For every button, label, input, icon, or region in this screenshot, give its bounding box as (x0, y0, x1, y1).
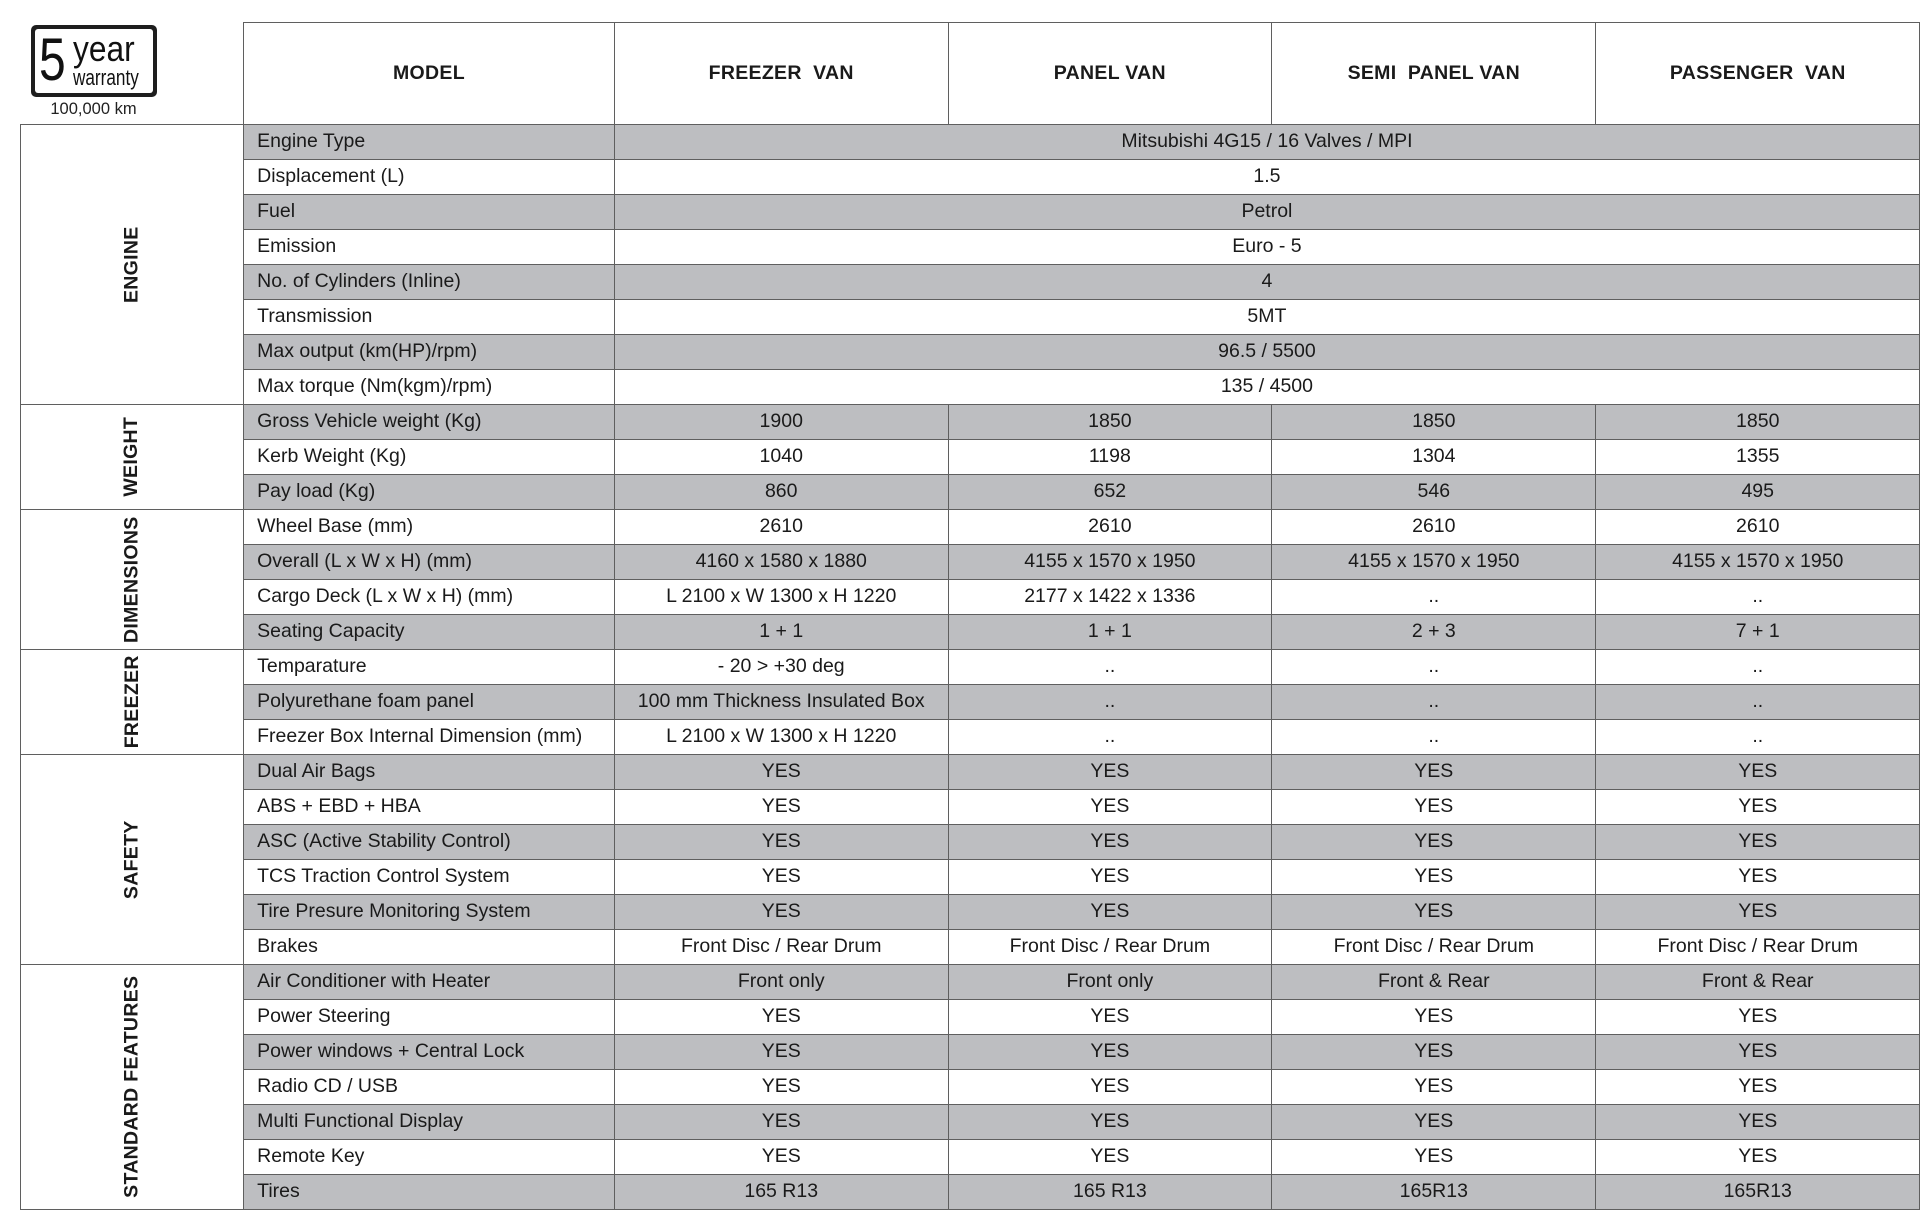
table-row (21, 230, 1920, 265)
section-label: SAFETY (120, 820, 143, 899)
header-row (21, 23, 1920, 125)
spec-value-panel-van: 2610 (948, 510, 1271, 545)
spec-label: Multi Functional Display (244, 1105, 615, 1140)
spec-label: Tires (244, 1175, 615, 1210)
spec-label: Cargo Deck (L x W x H) (mm) (244, 580, 615, 615)
spec-value-freezer-van: 1 + 1 (614, 615, 948, 650)
spec-value-freezer-van: - 20 > +30 deg (614, 650, 948, 685)
header-model: MODEL (244, 23, 615, 125)
spec-value-semi-panel-van: YES (1272, 1000, 1596, 1035)
spec-value-semi-panel-van: 4155 x 1570 x 1950 (1272, 545, 1596, 580)
spec-table (20, 22, 1920, 1210)
spec-value-freezer-van: YES (614, 1070, 948, 1105)
spec-value-freezer-van: YES (614, 790, 948, 825)
warranty-text: warranty (72, 64, 139, 90)
spec-label: Max torque (Nm(kgm)/rpm) (244, 370, 615, 405)
table-row (21, 860, 1920, 895)
spec-value-passenger-van: YES (1596, 1000, 1920, 1035)
spec-value-passenger-van: YES (1596, 1035, 1920, 1070)
spec-label: Remote Key (244, 1140, 615, 1175)
spec-value-passenger-van: Front Disc / Rear Drum (1596, 930, 1920, 965)
spec-label: Transmission (244, 300, 615, 335)
spec-value-panel-van: YES (948, 860, 1271, 895)
spec-value-panel-van: 4155 x 1570 x 1950 (948, 545, 1271, 580)
spec-value-semi-panel-van: YES (1272, 1105, 1596, 1140)
table-row (21, 895, 1920, 930)
spec-label: Displacement (L) (244, 160, 615, 195)
spec-value-panel-van: 652 (948, 475, 1271, 510)
table-row (21, 370, 1920, 405)
spec-label: Polyurethane foam panel (244, 685, 615, 720)
spec-label: Fuel (244, 195, 615, 230)
table-row (21, 440, 1920, 475)
spec-value-freezer-van: YES (614, 1140, 948, 1175)
section-standard-features (21, 965, 244, 1210)
section-engine (21, 125, 244, 405)
spec-value-semi-panel-van: YES (1272, 1140, 1596, 1175)
section-label: FREEZER (120, 655, 143, 749)
spec-value-panel-van: YES (948, 1140, 1271, 1175)
spec-value-freezer-van: 165 R13 (614, 1175, 948, 1210)
spec-label: Max output (km(HP)/rpm) (244, 335, 615, 370)
spec-value-panel-van: Front Disc / Rear Drum (948, 930, 1271, 965)
spec-value-passenger-van: YES (1596, 825, 1920, 860)
spec-value-semi-panel-van: YES (1272, 755, 1596, 790)
spec-label: Overall (L x W x H) (mm) (244, 545, 615, 580)
table-row (21, 300, 1920, 335)
spec-label: Tire Presure Monitoring System (244, 895, 615, 930)
spec-value-passenger-van: YES (1596, 1140, 1920, 1175)
spec-value-panel-van: YES (948, 825, 1271, 860)
spec-value-panel-van: 1850 (948, 405, 1271, 440)
spec-value-passenger-van: YES (1596, 895, 1920, 930)
spec-value-passenger-van: YES (1596, 790, 1920, 825)
spec-label: Wheel Base (mm) (244, 510, 615, 545)
spec-value-all-models: 4 (614, 265, 1919, 300)
warranty-logo (21, 23, 244, 125)
spec-value-semi-panel-van: 546 (1272, 475, 1596, 510)
spec-value-semi-panel-van: 2 + 3 (1272, 615, 1596, 650)
table-row (21, 335, 1920, 370)
header-semi-panel-van: SEMI PANEL VAN (1272, 23, 1596, 125)
spec-value-semi-panel-van: YES (1272, 860, 1596, 895)
spec-value-semi-panel-van: 1304 (1272, 440, 1596, 475)
spec-value-freezer-van: YES (614, 1105, 948, 1140)
table-row (21, 195, 1920, 230)
table-row (21, 1000, 1920, 1035)
header-passenger-van: PASSENGER VAN (1596, 23, 1920, 125)
spec-label: ABS + EBD + HBA (244, 790, 615, 825)
table-row (21, 405, 1920, 440)
table-row (21, 930, 1920, 965)
spec-value-panel-van: 165 R13 (948, 1175, 1271, 1210)
spec-value-semi-panel-van: 2610 (1272, 510, 1596, 545)
spec-value-passenger-van: .. (1596, 685, 1920, 720)
table-row (21, 720, 1920, 755)
spec-value-semi-panel-van: 165R13 (1272, 1175, 1596, 1210)
spec-label: Freezer Box Internal Dimension (mm) (244, 720, 615, 755)
table-row (21, 545, 1920, 580)
spec-label: Temparature (244, 650, 615, 685)
spec-value-semi-panel-van: .. (1272, 685, 1596, 720)
spec-value-semi-panel-van: 1850 (1272, 405, 1596, 440)
spec-value-semi-panel-van: Front Disc / Rear Drum (1272, 930, 1596, 965)
spec-value-panel-van: YES (948, 790, 1271, 825)
table-row (21, 790, 1920, 825)
spec-value-freezer-van: YES (614, 825, 948, 860)
spec-value-passenger-van: 495 (1596, 475, 1920, 510)
spec-value-passenger-van: Front & Rear (1596, 965, 1920, 1000)
spec-value-panel-van: .. (948, 650, 1271, 685)
spec-value-semi-panel-van: .. (1272, 580, 1596, 615)
table-row (21, 1035, 1920, 1070)
spec-value-passenger-van: .. (1596, 720, 1920, 755)
spec-value-freezer-van: YES (614, 1000, 948, 1035)
table-row (21, 580, 1920, 615)
spec-value-freezer-van: 1040 (614, 440, 948, 475)
table-row (21, 510, 1920, 545)
spec-label: Power windows + Central Lock (244, 1035, 615, 1070)
warranty-km: 100,000 km (50, 99, 137, 118)
section-dimensions (21, 510, 244, 650)
spec-value-panel-van: 2177 x 1422 x 1336 (948, 580, 1271, 615)
section-weight (21, 405, 244, 510)
spec-value-freezer-van: Front Disc / Rear Drum (614, 930, 948, 965)
table-row (21, 650, 1920, 685)
spec-value-freezer-van: YES (614, 1035, 948, 1070)
spec-value-panel-van: .. (948, 720, 1271, 755)
spec-label: Brakes (244, 930, 615, 965)
spec-label: ASC (Active Stability Control) (244, 825, 615, 860)
spec-value-all-models: 5MT (614, 300, 1919, 335)
spec-value-semi-panel-van: Front & Rear (1272, 965, 1596, 1000)
warranty-year-text: year (72, 28, 135, 69)
header-panel-van: PANEL VAN (948, 23, 1271, 125)
table-row (21, 825, 1920, 860)
spec-value-passenger-van: YES (1596, 755, 1920, 790)
spec-label: Emission (244, 230, 615, 265)
spec-value-freezer-van: 860 (614, 475, 948, 510)
section-label: ENGINE (120, 226, 143, 303)
spec-value-passenger-van: 7 + 1 (1596, 615, 1920, 650)
table-row (21, 1140, 1920, 1175)
warranty-badge (31, 25, 157, 97)
section-freezer (21, 650, 244, 755)
spec-value-semi-panel-van: YES (1272, 895, 1596, 930)
spec-label: Gross Vehicle weight (Kg) (244, 405, 615, 440)
spec-value-all-models: 1.5 (614, 160, 1919, 195)
spec-value-semi-panel-van: YES (1272, 1035, 1596, 1070)
spec-value-freezer-van: YES (614, 860, 948, 895)
spec-value-semi-panel-van: .. (1272, 720, 1596, 755)
spec-label: Air Conditioner with Heater (244, 965, 615, 1000)
section-label: STANDARD FEATURES (120, 975, 143, 1199)
spec-value-passenger-van: .. (1596, 580, 1920, 615)
spec-value-passenger-van: 4155 x 1570 x 1950 (1596, 545, 1920, 580)
table-row (21, 755, 1920, 790)
spec-value-passenger-van: 1850 (1596, 405, 1920, 440)
spec-value-passenger-van: YES (1596, 860, 1920, 895)
spec-value-semi-panel-van: YES (1272, 825, 1596, 860)
spec-value-freezer-van: 100 mm Thickness Insulated Box (614, 685, 948, 720)
spec-value-all-models: Petrol (614, 195, 1919, 230)
spec-value-panel-van: YES (948, 1000, 1271, 1035)
section-label: WEIGHT (120, 417, 143, 497)
spec-value-panel-van: Front only (948, 965, 1271, 1000)
spec-value-panel-van: 1198 (948, 440, 1271, 475)
warranty-number: 5 (38, 28, 66, 93)
spec-label: Power Steering (244, 1000, 615, 1035)
spec-value-panel-van: .. (948, 685, 1271, 720)
table-row (21, 160, 1920, 195)
spec-value-freezer-van: YES (614, 895, 948, 930)
spec-value-all-models: Euro - 5 (614, 230, 1919, 265)
spec-value-passenger-van: .. (1596, 650, 1920, 685)
table-row (21, 265, 1920, 300)
table-row (21, 615, 1920, 650)
spec-value-freezer-van: L 2100 x W 1300 x H 1220 (614, 580, 948, 615)
spec-value-passenger-van: 2610 (1596, 510, 1920, 545)
spec-label: Dual Air Bags (244, 755, 615, 790)
spec-value-freezer-van: L 2100 x W 1300 x H 1220 (614, 720, 948, 755)
table-row (21, 685, 1920, 720)
table-row (21, 1070, 1920, 1105)
spec-value-passenger-van: YES (1596, 1105, 1920, 1140)
spec-label: Radio CD / USB (244, 1070, 615, 1105)
spec-label: No. of Cylinders (Inline) (244, 265, 615, 300)
table-row (21, 475, 1920, 510)
spec-value-panel-van: YES (948, 1070, 1271, 1105)
spec-label: Pay load (Kg) (244, 475, 615, 510)
section-safety (21, 755, 244, 965)
table-row (21, 1175, 1920, 1210)
spec-value-freezer-van: Front only (614, 965, 948, 1000)
table-row (21, 125, 1920, 160)
spec-value-panel-van: YES (948, 1105, 1271, 1140)
section-label: DIMENSIONS (120, 516, 143, 643)
spec-label: TCS Traction Control System (244, 860, 615, 895)
spec-value-panel-van: YES (948, 755, 1271, 790)
table-row (21, 965, 1920, 1000)
spec-value-freezer-van: 1900 (614, 405, 948, 440)
table-row (21, 1105, 1920, 1140)
spec-value-passenger-van: 165R13 (1596, 1175, 1920, 1210)
spec-value-passenger-van: YES (1596, 1070, 1920, 1105)
spec-label: Kerb Weight (Kg) (244, 440, 615, 475)
spec-value-semi-panel-van: YES (1272, 790, 1596, 825)
header-freezer-van: FREEZER VAN (614, 23, 948, 125)
spec-value-freezer-van: YES (614, 755, 948, 790)
spec-value-all-models: 96.5 / 5500 (614, 335, 1919, 370)
spec-value-passenger-van: 1355 (1596, 440, 1920, 475)
spec-value-panel-van: 1 + 1 (948, 615, 1271, 650)
spec-value-freezer-van: 2610 (614, 510, 948, 545)
spec-value-freezer-van: 4160 x 1580 x 1880 (614, 545, 948, 580)
spec-value-semi-panel-van: .. (1272, 650, 1596, 685)
spec-value-all-models: 135 / 4500 (614, 370, 1919, 405)
spec-value-panel-van: YES (948, 1035, 1271, 1070)
spec-label: Seating Capacity (244, 615, 615, 650)
spec-value-panel-van: YES (948, 895, 1271, 930)
spec-label: Engine Type (244, 125, 615, 160)
spec-value-all-models: Mitsubishi 4G15 / 16 Valves / MPI (614, 125, 1919, 160)
spec-value-semi-panel-van: YES (1272, 1070, 1596, 1105)
